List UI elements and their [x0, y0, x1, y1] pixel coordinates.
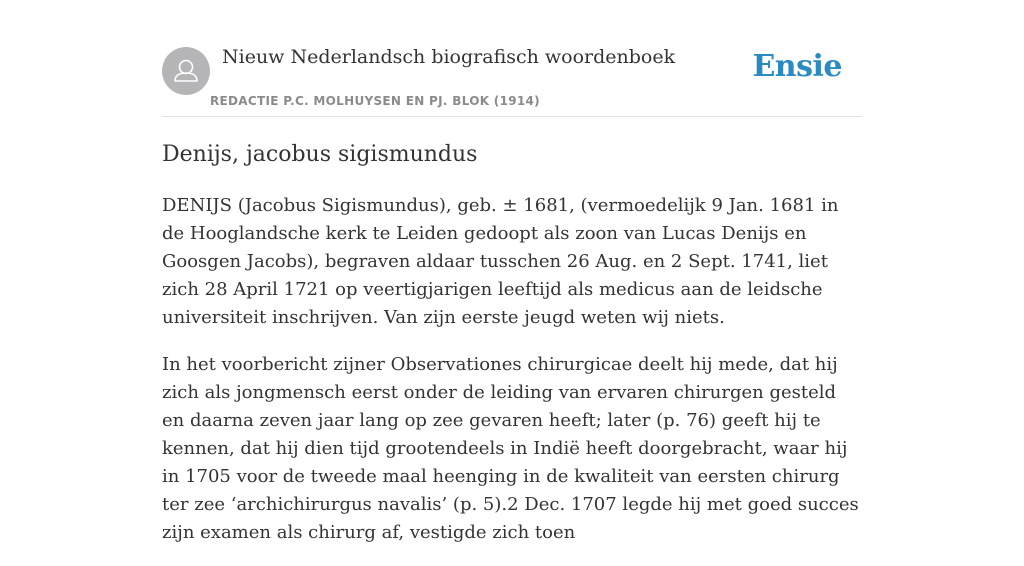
source-editors: REDACTIE P.C. MOLHUYSEN EN PJ. BLOK (1914) — [210, 94, 540, 108]
ensie-logo[interactable]: Ensie — [752, 49, 842, 84]
content-column — [162, 0, 862, 543]
source-title[interactable]: Nieuw Nederlandsch biografisch woordenboek — [222, 46, 676, 68]
article-paragraph: DENIJS (Jacobus Sigismundus), geb. ± 1681, (vermoedelijk 9 Jan. 1681 in de Hooglandsche kerk te Leiden gedoopt als zoon van Lucas Denijs en Goosgen Jacobs), begraven aldaar tusschen 26 Aug. en 2 Sept. 1741, liet zich 28 April 1721 op veertigjarigen leeftijd als medicus aan de leidsche universiteit inschrijven. Van zijn eerste jeugd weten wij niets. — [162, 195, 839, 328]
article-paragraph: In het voorbericht zijner Observationes chirurgicae deelt hij mede, dat hij zich als jongmensch eerst onder de leiding van ervaren chirurgen gesteld en daarna zeven jaar lang op zee gevaren heeft; later (p. 76) geeft hij te kennen, dat hij dien tijd grootendeels in Indië heeft doorgebracht, waar hij in 1705 voor de tweede maal heenging in de kwaliteit van eersten chirurg ter zee ‘archichirurgus navalis’ (p. 5).2 Dec. 1707 legde hij met goed succes zijn examen als chirurg af, vestigde zich toen — [162, 354, 859, 543]
source-header — [162, 0, 862, 117]
article-body — [162, 192, 862, 566]
article-title: Denijs, jacobus sigismundus — [162, 142, 478, 167]
user-icon[interactable] — [162, 47, 210, 95]
